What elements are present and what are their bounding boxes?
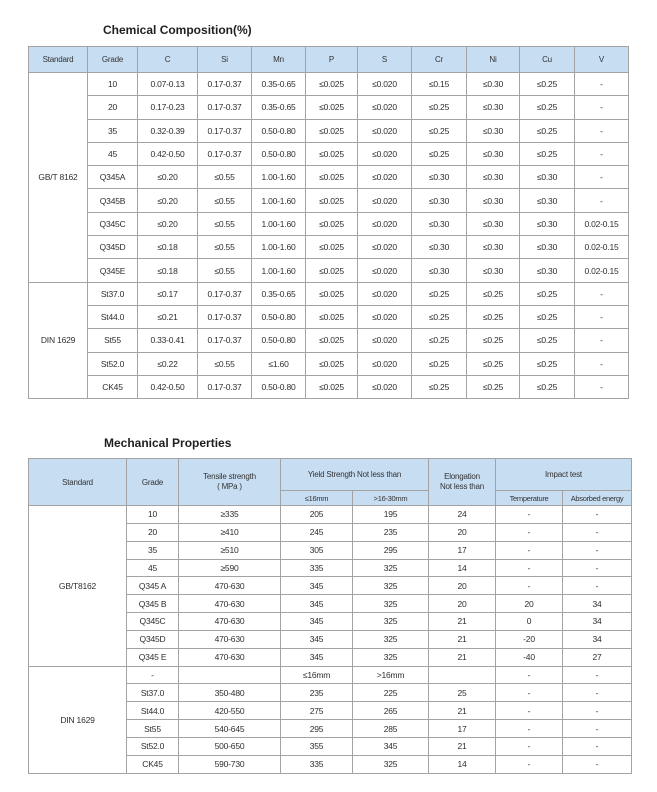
v-cell: - (575, 189, 629, 212)
v-cell: - (575, 119, 629, 142)
yield-30-cell: 265 (353, 702, 429, 720)
c-cell: 0.17-0.23 (138, 96, 198, 119)
yield-30-cell: 235 (353, 523, 429, 541)
cu-cell: ≤0.25 (520, 352, 575, 375)
s-cell: ≤0.020 (358, 259, 412, 282)
temperature-cell: - (496, 666, 563, 684)
tensile-strength-unit: ( MPa ) (217, 482, 242, 491)
cu-cell: ≤0.25 (520, 375, 575, 398)
header-yield-16-30mm: >16-30mm (353, 491, 429, 506)
table-row (29, 119, 629, 142)
v-cell: - (575, 96, 629, 119)
elongation-cell: 14 (429, 755, 496, 773)
table-row (29, 305, 629, 328)
p-cell: ≤0.025 (306, 119, 358, 142)
grade-cell: 20 (127, 523, 179, 541)
header-tensile-strength (179, 459, 281, 506)
elongation-cell: 20 (429, 577, 496, 595)
cr-cell: ≤0.25 (412, 329, 467, 352)
cr-cell: ≤0.30 (412, 259, 467, 282)
mn-cell: 0.50-0.80 (252, 142, 306, 165)
cu-cell: ≤0.25 (520, 329, 575, 352)
grade-cell: 35 (88, 119, 138, 142)
p-cell: ≤0.025 (306, 166, 358, 189)
p-cell: ≤0.025 (306, 73, 358, 96)
tensile-cell: 470-630 (179, 613, 281, 631)
c-cell: 0.32-0.39 (138, 119, 198, 142)
energy-cell: 27 (563, 648, 632, 666)
v-cell: 0.02-0.15 (575, 236, 629, 259)
p-cell: ≤0.025 (306, 142, 358, 165)
grade-cell: Q345D (88, 236, 138, 259)
header-yield-16mm: ≤16mm (281, 491, 353, 506)
tensile-cell: 470-630 (179, 577, 281, 595)
p-cell: ≤0.025 (306, 189, 358, 212)
mn-cell: 1.00-1.60 (252, 189, 306, 212)
p-cell: ≤0.025 (306, 352, 358, 375)
cr-cell: ≤0.15 (412, 73, 467, 96)
cr-cell: ≤0.30 (412, 189, 467, 212)
mechanical-properties-title: Mechanical Properties (104, 436, 232, 450)
grade-cell: Q345 A (127, 577, 179, 595)
yield-16-cell: 205 (281, 506, 353, 524)
v-cell: - (575, 282, 629, 305)
header-grade: Grade (127, 459, 179, 506)
elongation-cell: 20 (429, 523, 496, 541)
s-cell: ≤0.020 (358, 166, 412, 189)
elongation-cell: 21 (429, 630, 496, 648)
v-cell: 0.02-0.15 (575, 212, 629, 235)
temperature-cell: -40 (496, 648, 563, 666)
s-cell: ≤0.020 (358, 119, 412, 142)
yield-30-cell: 325 (353, 648, 429, 666)
grade-cell: Q345D (127, 630, 179, 648)
s-cell: ≤0.020 (358, 212, 412, 235)
yield-16-cell: ≤16mm (281, 666, 353, 684)
energy-cell: - (563, 755, 632, 773)
yield-30-cell: 325 (353, 630, 429, 648)
p-cell: ≤0.025 (306, 375, 358, 398)
header-absorbed-energy: Absorbed energy (563, 491, 632, 506)
ni-cell: ≤0.25 (467, 375, 520, 398)
tensile-cell: ≥510 (179, 541, 281, 559)
ni-cell: ≤0.30 (467, 189, 520, 212)
grade-cell: Q345 E (127, 648, 179, 666)
ni-cell: ≤0.30 (467, 96, 520, 119)
cu-cell: ≤0.25 (520, 96, 575, 119)
tensile-cell: ≥335 (179, 506, 281, 524)
ni-cell: ≤0.30 (467, 212, 520, 235)
yield-30-cell: 225 (353, 684, 429, 702)
grade-cell: Q345 B (127, 595, 179, 613)
elongation-cell: 24 (429, 506, 496, 524)
s-cell: ≤0.020 (358, 352, 412, 375)
temperature-cell: -20 (496, 630, 563, 648)
table-row (29, 236, 629, 259)
mn-cell: 0.50-0.80 (252, 119, 306, 142)
mechanical-header-row (29, 459, 632, 491)
si-cell: ≤0.55 (198, 212, 252, 235)
grade-cell: St52.0 (127, 737, 179, 755)
ni-cell: ≤0.30 (467, 236, 520, 259)
c-cell: 0.33-0.41 (138, 329, 198, 352)
temperature-cell: - (496, 559, 563, 577)
grade-cell: St55 (88, 329, 138, 352)
s-cell: ≤0.020 (358, 142, 412, 165)
c-cell: ≤0.18 (138, 259, 198, 282)
elongation-cell: 17 (429, 720, 496, 738)
table-row (29, 166, 629, 189)
c-cell: ≤0.17 (138, 282, 198, 305)
table-row (29, 96, 629, 119)
si-cell: 0.17-0.37 (198, 305, 252, 328)
tensile-cell: 420-550 (179, 702, 281, 720)
cr-cell: ≤0.30 (412, 166, 467, 189)
header-standard: Standard (29, 459, 127, 506)
chemical-header-row (29, 47, 629, 73)
energy-cell: - (563, 702, 632, 720)
tensile-cell: 540-645 (179, 720, 281, 738)
grade-cell: 35 (127, 541, 179, 559)
temperature-cell: - (496, 737, 563, 755)
table-row (29, 189, 629, 212)
s-cell: ≤0.020 (358, 305, 412, 328)
grade-cell: St37.0 (127, 684, 179, 702)
temperature-cell: 20 (496, 595, 563, 613)
elongation-cell: 21 (429, 648, 496, 666)
v-cell: - (575, 329, 629, 352)
yield-30-cell: 295 (353, 541, 429, 559)
s-cell: ≤0.020 (358, 189, 412, 212)
header-impact-test: Impact test (496, 459, 632, 491)
yield-16-cell: 345 (281, 595, 353, 613)
c-cell: 0.42-0.50 (138, 375, 198, 398)
yield-16-cell: 335 (281, 755, 353, 773)
mn-cell: 1.00-1.60 (252, 236, 306, 259)
temperature-cell: - (496, 755, 563, 773)
ni-cell: ≤0.25 (467, 282, 520, 305)
c-cell: ≤0.20 (138, 166, 198, 189)
grade-cell: CK45 (127, 755, 179, 773)
si-cell: 0.17-0.37 (198, 73, 252, 96)
yield-30-cell: 325 (353, 595, 429, 613)
s-cell: ≤0.020 (358, 73, 412, 96)
header-temperature: Temperature (496, 491, 563, 506)
header-elongation (429, 459, 496, 506)
energy-cell: - (563, 577, 632, 595)
c-cell: 0.07-0.13 (138, 73, 198, 96)
elongation-cell (429, 666, 496, 684)
energy-cell: - (563, 684, 632, 702)
p-cell: ≤0.025 (306, 329, 358, 352)
cr-cell: ≤0.25 (412, 352, 467, 375)
yield-30-cell: 325 (353, 755, 429, 773)
energy-cell: 34 (563, 595, 632, 613)
mn-cell: 1.00-1.60 (252, 212, 306, 235)
table-row (29, 329, 629, 352)
ni-cell: ≤0.30 (467, 119, 520, 142)
mn-cell: 0.50-0.80 (252, 329, 306, 352)
v-cell: - (575, 305, 629, 328)
grade-cell: Q345C (127, 613, 179, 631)
v-cell: - (575, 142, 629, 165)
cu-cell: ≤0.25 (520, 119, 575, 142)
grade-cell: St44.0 (127, 702, 179, 720)
v-cell: - (575, 352, 629, 375)
si-cell: ≤0.55 (198, 259, 252, 282)
grade-cell: St55 (127, 720, 179, 738)
elongation-label: Elongation (444, 472, 480, 481)
elongation-cell: 25 (429, 684, 496, 702)
p-cell: ≤0.025 (306, 236, 358, 259)
header-cu: Cu (520, 47, 575, 73)
yield-16-cell: 345 (281, 630, 353, 648)
cu-cell: ≤0.30 (520, 189, 575, 212)
cr-cell: ≤0.30 (412, 236, 467, 259)
header-yield-strength: Yield Strength Not less than (281, 459, 429, 491)
cu-cell: ≤0.25 (520, 142, 575, 165)
v-cell: - (575, 375, 629, 398)
yield-16-cell: 355 (281, 737, 353, 755)
header-si: Si (198, 47, 252, 73)
energy-cell: 34 (563, 613, 632, 631)
yield-16-cell: 345 (281, 648, 353, 666)
header-mn: Mn (252, 47, 306, 73)
yield-16-cell: 345 (281, 577, 353, 595)
si-cell: ≤0.55 (198, 236, 252, 259)
mn-cell: 1.00-1.60 (252, 259, 306, 282)
cr-cell: ≤0.25 (412, 142, 467, 165)
temperature-cell: - (496, 523, 563, 541)
elongation-cell: 21 (429, 737, 496, 755)
si-cell: 0.17-0.37 (198, 375, 252, 398)
c-cell: ≤0.22 (138, 352, 198, 375)
c-cell: ≤0.18 (138, 236, 198, 259)
mn-cell: 1.00-1.60 (252, 166, 306, 189)
table-row (29, 282, 629, 305)
energy-cell: 34 (563, 630, 632, 648)
grade-cell: St52.0 (88, 352, 138, 375)
tensile-cell: 470-630 (179, 648, 281, 666)
s-cell: ≤0.020 (358, 282, 412, 305)
s-cell: ≤0.020 (358, 96, 412, 119)
tensile-cell: 500-650 (179, 737, 281, 755)
grade-cell: - (127, 666, 179, 684)
yield-16-cell: 275 (281, 702, 353, 720)
si-cell: 0.17-0.37 (198, 96, 252, 119)
si-cell: 0.17-0.37 (198, 142, 252, 165)
header-standard: Standard (29, 47, 88, 73)
table-row (29, 375, 629, 398)
tensile-cell: ≥590 (179, 559, 281, 577)
elongation-cell: 21 (429, 613, 496, 631)
table-row (29, 142, 629, 165)
tensile-cell: 470-630 (179, 630, 281, 648)
temperature-cell: 0 (496, 613, 563, 631)
cu-cell: ≤0.30 (520, 236, 575, 259)
c-cell: ≤0.20 (138, 212, 198, 235)
energy-cell: - (563, 559, 632, 577)
energy-cell: - (563, 541, 632, 559)
standard-cell: GB/T8162 (29, 506, 127, 667)
ni-cell: ≤0.25 (467, 352, 520, 375)
header-v: V (575, 47, 629, 73)
cr-cell: ≤0.25 (412, 119, 467, 142)
yield-16-cell: 245 (281, 523, 353, 541)
ni-cell: ≤0.25 (467, 305, 520, 328)
v-cell: 0.02-0.15 (575, 259, 629, 282)
elongation-cell: 17 (429, 541, 496, 559)
header-ni: Ni (467, 47, 520, 73)
elongation-cell: 20 (429, 595, 496, 613)
grade-cell: 45 (127, 559, 179, 577)
s-cell: ≤0.020 (358, 329, 412, 352)
yield-30-cell: 325 (353, 559, 429, 577)
energy-cell: - (563, 720, 632, 738)
yield-30-cell: 345 (353, 737, 429, 755)
grade-cell: 45 (88, 142, 138, 165)
yield-16-cell: 345 (281, 613, 353, 631)
elongation-qualifier: Not less than (439, 482, 485, 491)
temperature-cell: - (496, 684, 563, 702)
yield-30-cell: 325 (353, 613, 429, 631)
yield-16-cell: 235 (281, 684, 353, 702)
s-cell: ≤0.020 (358, 236, 412, 259)
header-p: P (306, 47, 358, 73)
tensile-cell: 590-730 (179, 755, 281, 773)
cu-cell: ≤0.25 (520, 305, 575, 328)
grade-cell: 10 (127, 506, 179, 524)
ni-cell: ≤0.30 (467, 73, 520, 96)
yield-30-cell: 285 (353, 720, 429, 738)
cu-cell: ≤0.25 (520, 73, 575, 96)
si-cell: ≤0.55 (198, 166, 252, 189)
grade-cell: Q345E (88, 259, 138, 282)
p-cell: ≤0.025 (306, 259, 358, 282)
standard-cell: DIN 1629 (29, 282, 88, 398)
si-cell: 0.17-0.37 (198, 282, 252, 305)
cr-cell: ≤0.25 (412, 96, 467, 119)
cr-cell: ≤0.25 (412, 305, 467, 328)
grade-cell: St37.0 (88, 282, 138, 305)
p-cell: ≤0.025 (306, 96, 358, 119)
cu-cell: ≤0.30 (520, 259, 575, 282)
cr-cell: ≤0.30 (412, 212, 467, 235)
si-cell: ≤0.55 (198, 189, 252, 212)
grade-cell: St44.0 (88, 305, 138, 328)
elongation-cell: 21 (429, 702, 496, 720)
yield-30-cell: 325 (353, 577, 429, 595)
tensile-strength-label: Tensile strength (203, 472, 256, 481)
temperature-cell: - (496, 577, 563, 595)
cr-cell: ≤0.25 (412, 375, 467, 398)
energy-cell: - (563, 506, 632, 524)
tensile-cell: ≥410 (179, 523, 281, 541)
chemical-composition-title: Chemical Composition(%) (103, 23, 252, 37)
mn-cell: 0.35-0.65 (252, 96, 306, 119)
mechanical-properties-table (28, 458, 632, 774)
yield-30-cell: 195 (353, 506, 429, 524)
mn-cell: 0.50-0.80 (252, 375, 306, 398)
yield-16-cell: 295 (281, 720, 353, 738)
table-row (29, 212, 629, 235)
grade-cell: Q345C (88, 212, 138, 235)
mn-cell: ≤1.60 (252, 352, 306, 375)
p-cell: ≤0.025 (306, 305, 358, 328)
cu-cell: ≤0.25 (520, 282, 575, 305)
s-cell: ≤0.020 (358, 375, 412, 398)
grade-cell: Q345B (88, 189, 138, 212)
table-row (29, 73, 629, 96)
cu-cell: ≤0.30 (520, 166, 575, 189)
v-cell: - (575, 73, 629, 96)
temperature-cell: - (496, 541, 563, 559)
tensile-cell (179, 666, 281, 684)
energy-cell: - (563, 737, 632, 755)
standard-cell: DIN 1629 (29, 666, 127, 773)
chemical-composition-table (28, 46, 629, 399)
ni-cell: ≤0.30 (467, 142, 520, 165)
ni-cell: ≤0.25 (467, 329, 520, 352)
p-cell: ≤0.025 (306, 282, 358, 305)
yield-30-cell: >16mm (353, 666, 429, 684)
temperature-cell: - (496, 720, 563, 738)
cu-cell: ≤0.30 (520, 212, 575, 235)
tensile-cell: 350-480 (179, 684, 281, 702)
grade-cell: CK45 (88, 375, 138, 398)
cr-cell: ≤0.25 (412, 282, 467, 305)
energy-cell: - (563, 666, 632, 684)
grade-cell: 10 (88, 73, 138, 96)
table-row (29, 506, 632, 524)
energy-cell: - (563, 523, 632, 541)
yield-16-cell: 335 (281, 559, 353, 577)
header-c: C (138, 47, 198, 73)
header-cr: Cr (412, 47, 467, 73)
elongation-cell: 14 (429, 559, 496, 577)
tensile-cell: 470-630 (179, 595, 281, 613)
mn-cell: 0.35-0.65 (252, 282, 306, 305)
standard-cell: GB/T 8162 (29, 73, 88, 283)
mn-cell: 0.35-0.65 (252, 73, 306, 96)
mn-cell: 0.50-0.80 (252, 305, 306, 328)
c-cell: 0.42-0.50 (138, 142, 198, 165)
header-s: S (358, 47, 412, 73)
table-row (29, 259, 629, 282)
c-cell: ≤0.21 (138, 305, 198, 328)
ni-cell: ≤0.30 (467, 259, 520, 282)
si-cell: 0.17-0.37 (198, 119, 252, 142)
table-row (29, 666, 632, 684)
temperature-cell: - (496, 506, 563, 524)
table-row (29, 352, 629, 375)
p-cell: ≤0.025 (306, 212, 358, 235)
temperature-cell: - (496, 702, 563, 720)
ni-cell: ≤0.30 (467, 166, 520, 189)
header-grade: Grade (88, 47, 138, 73)
yield-16-cell: 305 (281, 541, 353, 559)
grade-cell: 20 (88, 96, 138, 119)
c-cell: ≤0.20 (138, 189, 198, 212)
si-cell: ≤0.55 (198, 352, 252, 375)
v-cell: - (575, 166, 629, 189)
grade-cell: Q345A (88, 166, 138, 189)
si-cell: 0.17-0.37 (198, 329, 252, 352)
